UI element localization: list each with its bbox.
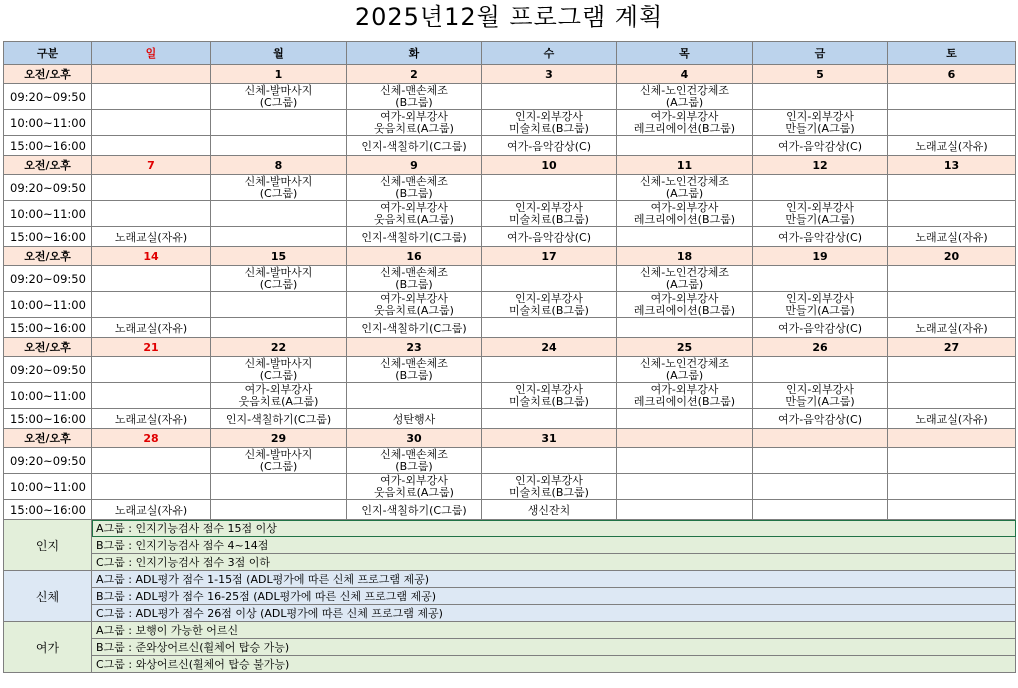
program-text: 여가-외부강사: [650, 382, 719, 396]
program-cell[interactable]: [482, 318, 617, 338]
program-cell[interactable]: [92, 474, 211, 500]
time-cell[interactable]: 15:00~16:00: [4, 136, 92, 156]
program-cell[interactable]: [753, 474, 888, 500]
date-cell[interactable]: 13: [888, 156, 1016, 175]
program-text: (B그룹): [395, 459, 433, 473]
program-cell[interactable]: [753, 383, 888, 409]
date-cell[interactable]: 5: [753, 65, 888, 84]
program-cell[interactable]: [482, 227, 617, 247]
time-cell[interactable]: 10:00~11:00: [4, 474, 92, 500]
program-cell[interactable]: [482, 201, 617, 227]
program-cell[interactable]: [482, 500, 617, 520]
program-cell[interactable]: [92, 409, 211, 429]
date-cell[interactable]: 26: [753, 338, 888, 357]
program-text: (C그룹): [259, 186, 298, 200]
time-cell[interactable]: 10:00~11:00: [4, 201, 92, 227]
program-text: 미술치료(B그룹): [509, 485, 589, 499]
program-text: 생신잔치: [527, 503, 571, 517]
program-cell[interactable]: [347, 110, 482, 136]
date-cell[interactable]: 2: [347, 65, 482, 84]
program-text: (B그룹): [395, 368, 433, 382]
time-cell[interactable]: 15:00~16:00: [4, 409, 92, 429]
program-cell[interactable]: [753, 448, 888, 474]
program-text: 신체-맨손체조: [380, 447, 448, 461]
week-date-row: [4, 65, 1016, 84]
program-cell[interactable]: [211, 227, 347, 247]
program-cell[interactable]: [888, 318, 1016, 338]
program-text: (A그룹): [665, 186, 704, 200]
program-cell[interactable]: [482, 474, 617, 500]
program-text: 여가-외부강사: [650, 109, 719, 123]
time-cell[interactable]: 10:00~11:00: [4, 383, 92, 409]
legend-row: [4, 622, 1016, 639]
program-text: 인지-외부강사: [786, 109, 854, 123]
program-cell[interactable]: [347, 201, 482, 227]
program-cell[interactable]: [211, 409, 347, 429]
program-cell[interactable]: [617, 201, 753, 227]
legend-description-cell[interactable]: A그룹 : 인지기능검사 점수 15점 이상: [92, 520, 1016, 537]
legend-description-cell[interactable]: C그룹 : ADL평가 점수 26점 이상 (ADL평가에 따른 신체 프로그램 제공): [92, 605, 1016, 622]
time-slot-row: [4, 474, 1016, 500]
program-cell[interactable]: [211, 201, 347, 227]
program-text: 여가-외부강사: [650, 200, 719, 214]
program-cell[interactable]: [617, 266, 753, 292]
program-cell[interactable]: [211, 292, 347, 318]
week-date-row: [4, 247, 1016, 266]
time-slot-row: [4, 383, 1016, 409]
program-cell[interactable]: [753, 110, 888, 136]
date-cell[interactable]: 16: [347, 247, 482, 266]
date-cell[interactable]: 4: [617, 65, 753, 84]
legend-category-cell[interactable]: 신체: [4, 571, 92, 622]
program-text: 신체-노인건강체조: [640, 174, 729, 188]
program-text: 인지-외부강사: [515, 473, 583, 487]
program-cell[interactable]: [482, 266, 617, 292]
program-text: 만들기(A그룹): [785, 394, 855, 408]
program-cell[interactable]: [92, 227, 211, 247]
program-text: 노래교실(자유): [114, 230, 188, 244]
program-cell[interactable]: [92, 266, 211, 292]
program-cell[interactable]: [753, 227, 888, 247]
program-cell[interactable]: [617, 136, 753, 156]
program-text: 노래교실(자유): [114, 503, 188, 517]
header-day-cell[interactable]: 토: [888, 42, 1016, 65]
date-cell[interactable]: 23: [347, 338, 482, 357]
legend-row: [4, 605, 1016, 622]
program-cell[interactable]: [482, 110, 617, 136]
program-text: 여가-외부강사: [380, 291, 448, 305]
program-text: 노래교실(자유): [915, 230, 988, 244]
program-text: (A그룹): [665, 277, 704, 291]
program-cell[interactable]: [753, 175, 888, 201]
date-cell[interactable]: 29: [211, 429, 347, 448]
date-cell[interactable]: 12: [753, 156, 888, 175]
date-cell[interactable]: 11: [617, 156, 753, 175]
program-text: 웃음치료(A그룹): [374, 212, 454, 226]
program-schedule-table: [3, 41, 1016, 673]
program-cell[interactable]: [347, 474, 482, 500]
program-cell[interactable]: [347, 409, 482, 429]
program-cell[interactable]: [617, 448, 753, 474]
program-cell[interactable]: [753, 136, 888, 156]
program-text: 신체-맨손체조: [380, 174, 448, 188]
program-cell[interactable]: [211, 175, 347, 201]
program-text: 성탄행사: [392, 412, 436, 426]
date-cell[interactable]: [753, 429, 888, 448]
program-cell[interactable]: [482, 292, 617, 318]
program-cell[interactable]: [347, 227, 482, 247]
program-cell[interactable]: [92, 110, 211, 136]
week-label-cell[interactable]: 오전/오후: [4, 65, 92, 84]
time-cell[interactable]: 09:20~09:50: [4, 84, 92, 110]
program-cell[interactable]: [753, 357, 888, 383]
program-cell[interactable]: [347, 448, 482, 474]
program-cell[interactable]: [888, 84, 1016, 110]
date-cell[interactable]: 18: [617, 247, 753, 266]
date-cell[interactable]: 1: [211, 65, 347, 84]
date-cell[interactable]: 20: [888, 247, 1016, 266]
program-text: 웃음치료(A그룹): [374, 121, 454, 135]
program-cell[interactable]: [211, 84, 347, 110]
header-day-cell[interactable]: 월: [211, 42, 347, 65]
program-text: 만들기(A그룹): [785, 212, 855, 226]
time-slot-row: [4, 266, 1016, 292]
page-title: 2025년12월 프로그램 계획: [354, 3, 664, 31]
program-cell[interactable]: [888, 409, 1016, 429]
program-text: 여가-외부강사: [650, 291, 719, 305]
program-cell[interactable]: [753, 292, 888, 318]
program-text: (C그룹): [259, 277, 298, 291]
program-cell[interactable]: [92, 383, 211, 409]
program-text: 레크리에이션(B그룹): [633, 212, 736, 226]
program-text: (B그룹): [395, 277, 433, 291]
time-slot-row: [4, 227, 1016, 247]
program-cell[interactable]: [347, 175, 482, 201]
program-text: 인지-외부강사: [515, 291, 583, 305]
program-text: 인지-색칠하기(C그룹): [361, 503, 467, 517]
program-cell[interactable]: [888, 474, 1016, 500]
header-day-cell[interactable]: 화: [347, 42, 482, 65]
program-cell[interactable]: [617, 175, 753, 201]
time-slot-row: [4, 175, 1016, 201]
date-cell[interactable]: 3: [482, 65, 617, 84]
program-text: 신체-발마사지: [244, 356, 313, 370]
program-text: 여가-음악감상(C): [778, 230, 862, 244]
program-text: 웃음치료(A그룹): [374, 485, 454, 499]
program-cell[interactable]: [753, 84, 888, 110]
program-cell[interactable]: [92, 357, 211, 383]
date-cell[interactable]: 6: [888, 65, 1016, 84]
program-cell[interactable]: [888, 201, 1016, 227]
program-text: 레크리에이션(B그룹): [633, 121, 736, 135]
date-cell[interactable]: 24: [482, 338, 617, 357]
program-text: 신체-맨손체조: [380, 83, 448, 97]
program-text: 여가-음악감상(C): [507, 139, 591, 153]
program-cell[interactable]: [617, 383, 753, 409]
header-day-cell[interactable]: 금: [753, 42, 888, 65]
time-slot-row: [4, 110, 1016, 136]
program-text: 미술치료(B그룹): [509, 212, 589, 226]
date-cell[interactable]: 10: [482, 156, 617, 175]
program-text: 만들기(A그룹): [785, 121, 855, 135]
program-cell[interactable]: [617, 357, 753, 383]
program-text: 미술치료(B그룹): [509, 303, 589, 317]
program-cell[interactable]: [482, 357, 617, 383]
program-cell[interactable]: [482, 175, 617, 201]
program-cell[interactable]: [753, 500, 888, 520]
program-text: 웃음치료(A그룹): [374, 303, 454, 317]
program-text: 여가-음악감상(C): [778, 139, 862, 153]
program-cell[interactable]: [617, 84, 753, 110]
program-cell[interactable]: [211, 474, 347, 500]
program-cell[interactable]: [888, 110, 1016, 136]
date-cell[interactable]: 31: [482, 429, 617, 448]
program-text: 신체-맨손체조: [380, 265, 448, 279]
week-label-cell[interactable]: 오전/오후: [4, 429, 92, 448]
date-cell[interactable]: 17: [482, 247, 617, 266]
program-cell[interactable]: [92, 84, 211, 110]
program-text: 인지-색칠하기(C그룹): [225, 412, 332, 426]
program-text: 신체-노인건강체조: [640, 356, 729, 370]
program-cell[interactable]: [92, 318, 211, 338]
time-slot-row: [4, 448, 1016, 474]
program-text: 레크리에이션(B그룹): [633, 394, 736, 408]
program-cell[interactable]: [347, 383, 482, 409]
program-cell[interactable]: [888, 136, 1016, 156]
program-cell[interactable]: [211, 357, 347, 383]
program-text: 여가-외부강사: [380, 473, 448, 487]
legend-description-cell[interactable]: C그룹 : 인지기능검사 점수 3점 이하: [92, 554, 1016, 571]
program-text: 인지-색칠하기(C그룹): [361, 230, 467, 244]
time-slot-row: [4, 409, 1016, 429]
legend-row: [4, 588, 1016, 605]
program-text: 여가-외부강사: [380, 109, 448, 123]
program-text: 인지-색칠하기(C그룹): [361, 139, 467, 153]
program-cell[interactable]: [347, 266, 482, 292]
week-label-cell[interactable]: 오전/오후: [4, 156, 92, 175]
legend-description-cell[interactable]: B그룹 : 인지기능검사 점수 4~14점: [92, 537, 1016, 554]
legend-description-cell[interactable]: A그룹 : 보행이 가능한 어르신: [92, 622, 1016, 639]
program-text: 신체-노인건강체조: [640, 265, 729, 279]
date-cell[interactable]: 28: [92, 429, 211, 448]
program-cell[interactable]: [888, 500, 1016, 520]
program-cell[interactable]: [211, 266, 347, 292]
program-cell[interactable]: [617, 110, 753, 136]
legend-description-cell[interactable]: B그룹 : ADL평가 점수 16-25점 (ADL평가에 따른 신체 프로그램 제공): [92, 588, 1016, 605]
program-text: 레크리에이션(B그룹): [633, 303, 736, 317]
program-text: 인지-외부강사: [515, 382, 583, 396]
date-cell[interactable]: [888, 429, 1016, 448]
time-slot-row: [4, 357, 1016, 383]
legend-row: [4, 639, 1016, 656]
legend-row: [4, 571, 1016, 588]
program-cell[interactable]: [482, 448, 617, 474]
program-text: 신체-맨손체조: [380, 356, 448, 370]
time-slot-row: [4, 500, 1016, 520]
date-cell[interactable]: [92, 65, 211, 84]
program-text: 인지-색칠하기(C그룹): [361, 321, 467, 335]
time-slot-row: [4, 84, 1016, 110]
program-cell[interactable]: [347, 292, 482, 318]
program-text: 노래교실(자유): [915, 321, 988, 335]
program-cell[interactable]: [92, 448, 211, 474]
program-text: 노래교실(자유): [915, 139, 988, 153]
program-cell[interactable]: [92, 201, 211, 227]
program-text: 노래교실(자유): [114, 321, 188, 335]
program-text: 인지-외부강사: [786, 291, 854, 305]
time-slot-row: [4, 318, 1016, 338]
date-cell[interactable]: 27: [888, 338, 1016, 357]
program-text: 여가-외부강사: [380, 200, 448, 214]
program-cell[interactable]: [753, 266, 888, 292]
date-cell[interactable]: 7: [92, 156, 211, 175]
program-text: 여가-음악감상(C): [778, 412, 862, 426]
header-row: [4, 42, 1016, 65]
header-category-cell[interactable]: 구분: [4, 42, 92, 65]
program-cell[interactable]: [482, 136, 617, 156]
date-cell[interactable]: 25: [617, 338, 753, 357]
time-cell[interactable]: 09:20~09:50: [4, 266, 92, 292]
program-text: 인지-외부강사: [515, 109, 583, 123]
program-text: 노래교실(자유): [915, 412, 988, 426]
program-cell[interactable]: [347, 84, 482, 110]
header-day-cell[interactable]: 일: [92, 42, 211, 65]
date-cell[interactable]: 30: [347, 429, 482, 448]
time-cell[interactable]: 15:00~16:00: [4, 500, 92, 520]
program-text: 미술치료(B그룹): [509, 394, 589, 408]
date-cell[interactable]: 14: [92, 247, 211, 266]
legend-row: [4, 520, 1016, 537]
week-label-cell[interactable]: 오전/오후: [4, 247, 92, 266]
date-cell[interactable]: 9: [347, 156, 482, 175]
program-cell[interactable]: [888, 448, 1016, 474]
program-text: (C그룹): [259, 459, 298, 473]
program-text: 만들기(A그룹): [785, 303, 855, 317]
legend-description-cell[interactable]: A그룹 : ADL평가 점수 1-15점 (ADL평가에 따른 신체 프로그램 제공): [92, 571, 1016, 588]
program-cell[interactable]: [888, 227, 1016, 247]
program-cell[interactable]: [617, 292, 753, 318]
program-cell[interactable]: [753, 409, 888, 429]
program-text: (C그룹): [259, 368, 298, 382]
program-text: 여가-음악감상(C): [778, 321, 862, 335]
date-cell[interactable]: 19: [753, 247, 888, 266]
program-cell[interactable]: [888, 292, 1016, 318]
week-label-cell[interactable]: 오전/오후: [4, 338, 92, 357]
legend-row: [4, 537, 1016, 554]
program-cell[interactable]: [617, 474, 753, 500]
program-cell[interactable]: [92, 136, 211, 156]
date-cell[interactable]: 22: [211, 338, 347, 357]
program-text: (B그룹): [395, 186, 433, 200]
time-cell[interactable]: 10:00~11:00: [4, 292, 92, 318]
time-cell[interactable]: 09:20~09:50: [4, 448, 92, 474]
program-text: 인지-외부강사: [515, 200, 583, 214]
program-cell[interactable]: [482, 383, 617, 409]
program-text: (A그룹): [665, 368, 704, 382]
program-text: 신체-발마사지: [244, 83, 313, 97]
program-text: 인지-외부강사: [786, 382, 854, 396]
program-cell[interactable]: [888, 175, 1016, 201]
program-text: 여가-음악감상(C): [507, 230, 591, 244]
program-cell[interactable]: [211, 110, 347, 136]
program-text: 웃음치료(A그룹): [238, 394, 319, 408]
program-text: 인지-외부강사: [786, 200, 854, 214]
time-cell[interactable]: 10:00~11:00: [4, 110, 92, 136]
program-text: 신체-발마사지: [244, 174, 313, 188]
date-cell[interactable]: 8: [211, 156, 347, 175]
program-text: (B그룹): [395, 95, 433, 109]
program-text: 신체-노인건강체조: [640, 83, 729, 97]
header-day-cell[interactable]: 수: [482, 42, 617, 65]
week-date-row: [4, 156, 1016, 175]
program-cell[interactable]: [617, 227, 753, 247]
program-cell[interactable]: [347, 357, 482, 383]
program-text: (A그룹): [665, 95, 704, 109]
program-cell[interactable]: [211, 383, 347, 409]
program-cell[interactable]: [92, 175, 211, 201]
legend-row: [4, 656, 1016, 673]
program-cell[interactable]: [888, 357, 1016, 383]
program-cell[interactable]: [211, 136, 347, 156]
date-cell[interactable]: [617, 429, 753, 448]
time-cell[interactable]: 09:20~09:50: [4, 175, 92, 201]
program-cell[interactable]: [617, 318, 753, 338]
program-cell[interactable]: [753, 318, 888, 338]
legend-category-cell[interactable]: 여가: [4, 622, 92, 673]
program-cell[interactable]: [482, 409, 617, 429]
program-cell[interactable]: [211, 500, 347, 520]
program-cell[interactable]: [347, 318, 482, 338]
date-cell[interactable]: 21: [92, 338, 211, 357]
program-cell[interactable]: [888, 266, 1016, 292]
program-text: 미술치료(B그룹): [509, 121, 589, 135]
program-cell[interactable]: [211, 318, 347, 338]
time-cell[interactable]: 15:00~16:00: [4, 318, 92, 338]
program-cell[interactable]: [888, 383, 1016, 409]
program-cell[interactable]: [92, 292, 211, 318]
time-slot-row: [4, 201, 1016, 227]
program-text: 노래교실(자유): [114, 412, 188, 426]
program-cell[interactable]: [617, 409, 753, 429]
program-cell[interactable]: [92, 500, 211, 520]
date-cell[interactable]: 15: [211, 247, 347, 266]
time-slot-row: [4, 292, 1016, 318]
week-date-row: [4, 338, 1016, 357]
program-cell[interactable]: [482, 84, 617, 110]
legend-row: [4, 554, 1016, 571]
time-cell[interactable]: 15:00~16:00: [4, 227, 92, 247]
legend-description-cell[interactable]: B그룹 : 준와상어르신(휠체어 탑승 가능): [92, 639, 1016, 656]
time-slot-row: [4, 136, 1016, 156]
program-text: 여가-외부강사: [244, 382, 313, 396]
program-text: 신체-발마사지: [244, 447, 313, 461]
program-cell[interactable]: [753, 201, 888, 227]
legend-description-cell[interactable]: C그룹 : 와상어르신(휠체어 탑승 불가능): [92, 656, 1016, 673]
program-text: (C그룹): [259, 95, 298, 109]
program-cell[interactable]: [617, 500, 753, 520]
time-cell[interactable]: 09:20~09:50: [4, 357, 92, 383]
week-date-row: [4, 429, 1016, 448]
program-cell[interactable]: [347, 136, 482, 156]
program-cell[interactable]: [347, 500, 482, 520]
program-text: 신체-발마사지: [244, 265, 313, 279]
legend-category-cell[interactable]: 인지: [4, 520, 92, 571]
program-cell[interactable]: [211, 448, 347, 474]
header-day-cell[interactable]: 목: [617, 42, 753, 65]
